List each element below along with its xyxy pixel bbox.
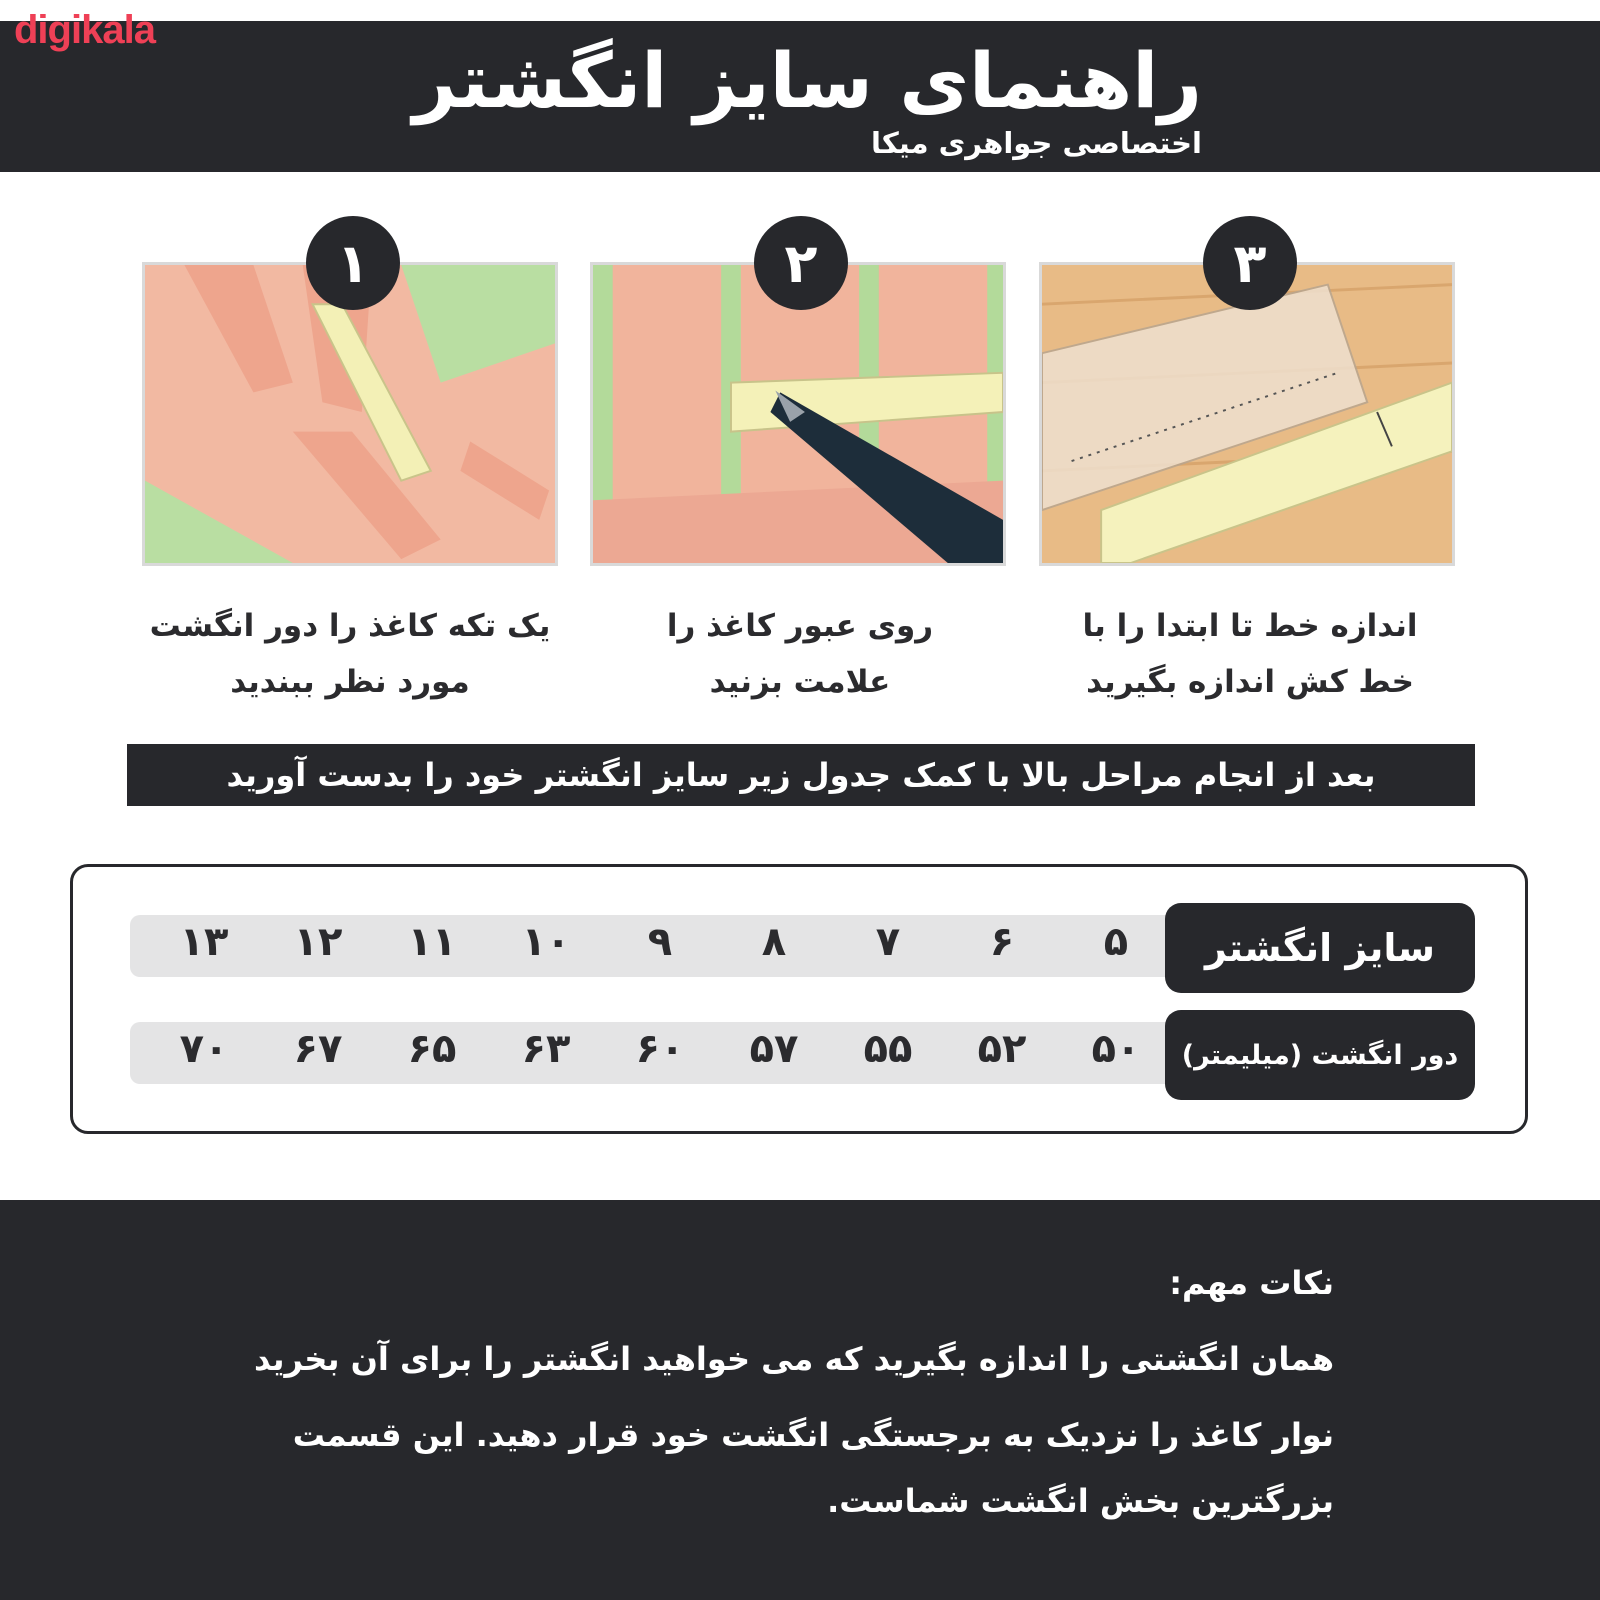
note-line-2: نوار کاغذ را نزدیک به برجستگی انگشت خود قرار دهید. این قسمت [292,1416,1334,1454]
note-line-1: همان انگشتی را اندازه بگیرید که می خواهید انگشتر را برای آن بخرید [253,1340,1334,1378]
size-cell: ۱۱ [407,919,457,965]
step-1-caption-line2: مورد نظر ببندید [230,664,470,700]
page-header [0,21,1600,172]
step-2-caption [580,598,1020,710]
circumference-row-label: دور انگشت (میلیمتر) [1165,1010,1475,1100]
step-2-caption-line2: علامت بزنید [709,664,891,700]
size-row-label: سایز انگشتر [1165,903,1475,993]
step-2-badge: ۲ [754,216,848,310]
step-3-caption-line1: اندازه خط تا ابتدا را با [1082,608,1418,644]
size-cell: ۱۲ [293,919,343,965]
circumference-cell: ۵۷ [749,1026,799,1072]
page-title: راهنمای سایز انگشتر [412,36,1202,125]
step-3-badge: ۳ [1203,216,1297,310]
digikala-logo: digikala [14,8,155,52]
instruction-banner: بعد از انجام مراحل بالا با کمک جدول زیر سایز انگشتر خود را بدست آورید [127,744,1475,806]
step-1-badge: ۱ [306,216,400,310]
step-3-caption [1030,598,1470,710]
step-2-caption-line1: روی عبور کاغذ را [666,608,934,644]
size-cell: ۵ [1103,919,1129,965]
page-subtitle: اختصاصی جواهری میکا [871,126,1202,160]
size-cell: ۹ [647,919,673,965]
circumference-cell: ۶۳ [521,1026,571,1072]
step-1-caption [130,598,570,710]
notes-section [0,1200,1600,1600]
size-cell: ۱۰ [521,919,571,965]
size-cell: ۱۳ [179,919,229,965]
circumference-cell: ۷۰ [179,1026,229,1072]
note-line-3: بزرگترین بخش انگشت شماست. [827,1482,1334,1520]
step-1-caption-line1: یک تکه کاغذ را دور انگشت [149,608,551,644]
circumference-cell: ۶۰ [635,1026,685,1072]
size-cell: ۷ [875,919,901,965]
size-table [70,864,1528,1134]
circumference-cell: ۵۲ [977,1026,1027,1072]
circumference-cell: ۵۵ [863,1026,913,1072]
circumference-cell: ۵۰ [1091,1026,1141,1072]
size-cell: ۸ [761,919,787,965]
step-3-caption-line2: خط کش اندازه بگیرید [1086,664,1414,700]
circumference-cell: ۶۷ [293,1026,343,1072]
circumference-cell: ۶۵ [407,1026,457,1072]
size-cell: ۶ [989,919,1015,965]
notes-heading: نکات مهم: [1169,1264,1334,1302]
